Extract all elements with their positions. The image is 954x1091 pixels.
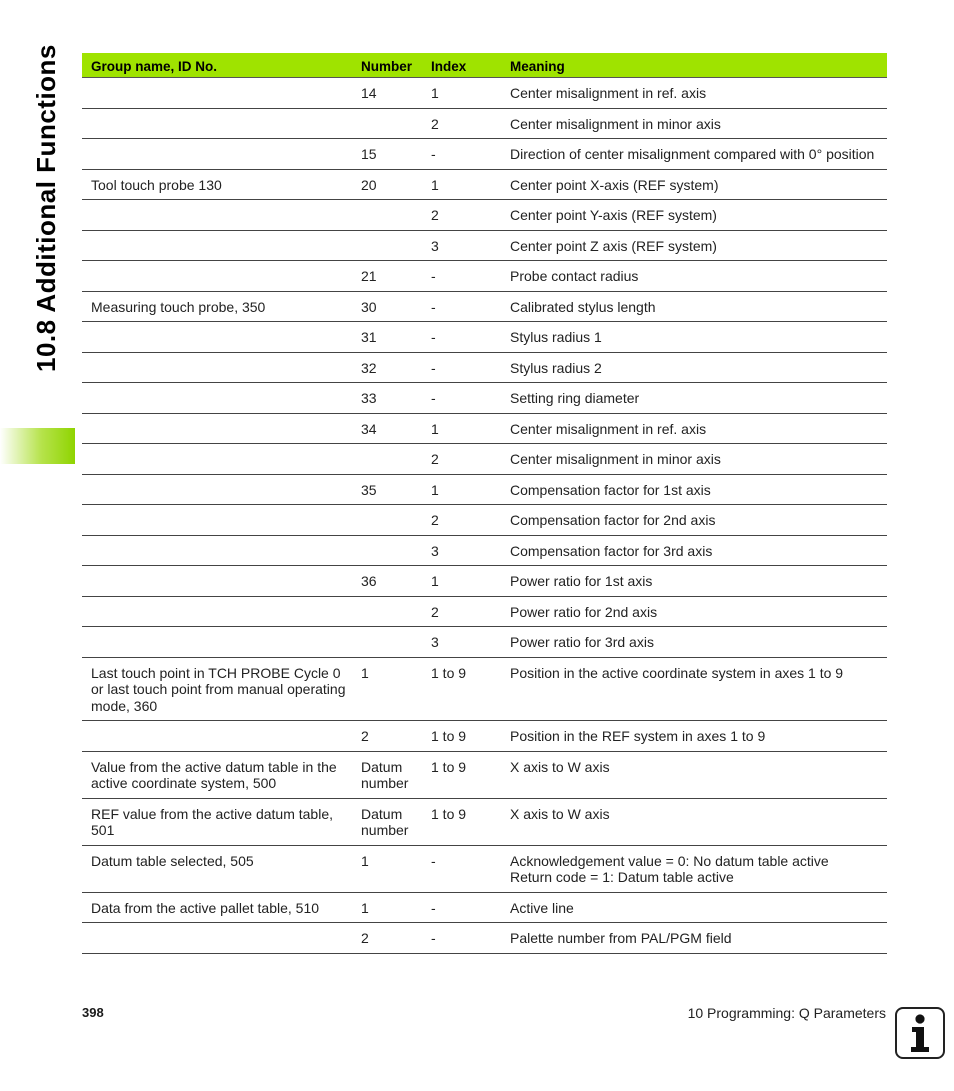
cell-index: 2 <box>422 108 496 139</box>
table-row <box>82 322 887 353</box>
table-row <box>82 291 887 322</box>
cell-index: 1 <box>422 413 496 444</box>
info-glyph-icon <box>905 1013 935 1053</box>
cell-group-name: Tool touch probe 130 <box>82 169 352 200</box>
cell-index: - <box>422 352 496 383</box>
table-row <box>82 596 887 627</box>
cell-meaning: Compensation factor for 1st axis <box>496 474 887 505</box>
cell-index: 1 to 9 <box>422 657 496 721</box>
cell-index: 1 to 9 <box>422 721 496 752</box>
chapter-tab-marker <box>0 428 75 464</box>
cell-meaning: Power ratio for 2nd axis <box>496 596 887 627</box>
cell-index: 3 <box>422 535 496 566</box>
cell-number: Datum number <box>352 751 422 798</box>
cell-number <box>352 230 422 261</box>
cell-meaning: Stylus radius 1 <box>496 322 887 353</box>
cell-index: 2 <box>422 505 496 536</box>
cell-number <box>352 505 422 536</box>
cell-meaning: Center misalignment in minor axis <box>496 444 887 475</box>
cell-number <box>352 200 422 231</box>
cell-group-name <box>82 721 352 752</box>
cell-group-name <box>82 535 352 566</box>
cell-group-name <box>82 108 352 139</box>
cell-group-name: Last touch point in TCH PROBE Cycle 0 or last touch point from manual operating mode, 360 <box>82 657 352 721</box>
cell-meaning: X axis to W axis <box>496 798 887 845</box>
table-row <box>82 535 887 566</box>
cell-group-name <box>82 200 352 231</box>
cell-group-name <box>82 352 352 383</box>
cell-number: 15 <box>352 139 422 170</box>
cell-index: 1 <box>422 474 496 505</box>
cell-meaning: Power ratio for 3rd axis <box>496 627 887 658</box>
header-meaning: Meaning <box>496 53 887 78</box>
cell-number: 1 <box>352 657 422 721</box>
cell-group-name <box>82 78 352 109</box>
info-icon <box>895 1007 945 1059</box>
table-row <box>82 261 887 292</box>
cell-meaning: Center point X-axis (REF system) <box>496 169 887 200</box>
cell-group-name: Data from the active pallet table, 510 <box>82 892 352 923</box>
cell-number: 1 <box>352 892 422 923</box>
table-row <box>82 892 887 923</box>
cell-group-name <box>82 444 352 475</box>
cell-meaning: Position in the active coordinate system in axes 1 to 9 <box>496 657 887 721</box>
cell-index: 3 <box>422 627 496 658</box>
cell-meaning: Center misalignment in ref. axis <box>496 413 887 444</box>
table-row <box>82 139 887 170</box>
cell-number: Datum number <box>352 798 422 845</box>
table-row <box>82 444 887 475</box>
cell-number <box>352 535 422 566</box>
cell-group-name <box>82 383 352 414</box>
cell-number: 33 <box>352 383 422 414</box>
cell-index: - <box>422 845 496 892</box>
cell-meaning: Direction of center misalignment compared with 0° position <box>496 139 887 170</box>
header-index: Index <box>422 53 496 78</box>
cell-index: - <box>422 383 496 414</box>
table-row <box>82 798 887 845</box>
cell-meaning: Setting ring diameter <box>496 383 887 414</box>
cell-group-name <box>82 261 352 292</box>
table-row <box>82 721 887 752</box>
table-row <box>82 413 887 444</box>
table-row <box>82 108 887 139</box>
table-row <box>82 627 887 658</box>
cell-index: 1 <box>422 169 496 200</box>
cell-index: 1 to 9 <box>422 798 496 845</box>
cell-meaning: Center point Z axis (REF system) <box>496 230 887 261</box>
cell-number <box>352 627 422 658</box>
cell-group-name <box>82 923 352 954</box>
cell-number: 20 <box>352 169 422 200</box>
cell-meaning: Center misalignment in minor axis <box>496 108 887 139</box>
cell-meaning: Compensation factor for 2nd axis <box>496 505 887 536</box>
cell-group-name <box>82 596 352 627</box>
cell-index: - <box>422 261 496 292</box>
cell-number: 36 <box>352 566 422 597</box>
table-row <box>82 78 887 109</box>
cell-index: - <box>422 923 496 954</box>
cell-number: 35 <box>352 474 422 505</box>
cell-meaning: Compensation factor for 3rd axis <box>496 535 887 566</box>
cell-meaning: Active line <box>496 892 887 923</box>
cell-meaning: Position in the REF system in axes 1 to 9 <box>496 721 887 752</box>
cell-group-name <box>82 413 352 444</box>
table-row <box>82 383 887 414</box>
cell-number: 2 <box>352 923 422 954</box>
cell-group-name <box>82 230 352 261</box>
cell-number: 2 <box>352 721 422 752</box>
cell-meaning: Palette number from PAL/PGM field <box>496 923 887 954</box>
cell-group-name: REF value from the active datum table, 501 <box>82 798 352 845</box>
table-row <box>82 352 887 383</box>
cell-meaning: X axis to W axis <box>496 751 887 798</box>
cell-index: 1 to 9 <box>422 751 496 798</box>
cell-number: 21 <box>352 261 422 292</box>
table-row <box>82 845 887 892</box>
cell-number: 30 <box>352 291 422 322</box>
cell-number: 34 <box>352 413 422 444</box>
cell-meaning: Probe contact radius <box>496 261 887 292</box>
table-row <box>82 566 887 597</box>
cell-group-name: Value from the active datum table in the active coordinate system, 500 <box>82 751 352 798</box>
table-header-row <box>82 53 887 78</box>
cell-number: 32 <box>352 352 422 383</box>
cell-number <box>352 596 422 627</box>
table-row <box>82 505 887 536</box>
cell-index: 2 <box>422 200 496 231</box>
cell-number: 14 <box>352 78 422 109</box>
q-parameter-table <box>82 53 887 954</box>
cell-index: 2 <box>422 444 496 475</box>
cell-group-name <box>82 474 352 505</box>
cell-meaning: Acknowledgement value = 0: No datum table active Return code = 1: Datum table active <box>496 845 887 892</box>
cell-group-name <box>82 566 352 597</box>
cell-number <box>352 108 422 139</box>
cell-group-name <box>82 627 352 658</box>
page-number: 398 <box>82 1005 104 1020</box>
table-row <box>82 474 887 505</box>
table-row <box>82 200 887 231</box>
cell-index: 2 <box>422 596 496 627</box>
chapter-title: 10 Programming: Q Parameters <box>687 1005 886 1021</box>
cell-index: - <box>422 892 496 923</box>
table-row <box>82 169 887 200</box>
table-row <box>82 751 887 798</box>
cell-group-name: Datum table selected, 505 <box>82 845 352 892</box>
header-group-name: Group name, ID No. <box>82 53 352 78</box>
cell-group-name <box>82 322 352 353</box>
table-row <box>82 657 887 721</box>
header-number: Number <box>352 53 422 78</box>
cell-group-name: Measuring touch probe, 350 <box>82 291 352 322</box>
cell-number <box>352 444 422 475</box>
cell-number: 31 <box>352 322 422 353</box>
cell-meaning: Center misalignment in ref. axis <box>496 78 887 109</box>
cell-index: 1 <box>422 566 496 597</box>
table-row <box>82 923 887 954</box>
cell-meaning: Calibrated stylus length <box>496 291 887 322</box>
cell-index: - <box>422 291 496 322</box>
cell-group-name <box>82 505 352 536</box>
section-title-text: 10.8 Additional Functions <box>31 44 61 372</box>
cell-index: - <box>422 322 496 353</box>
cell-index: - <box>422 139 496 170</box>
cell-index: 1 <box>422 78 496 109</box>
cell-group-name <box>82 139 352 170</box>
cell-meaning: Center point Y-axis (REF system) <box>496 200 887 231</box>
table-row <box>82 230 887 261</box>
cell-meaning: Stylus radius 2 <box>496 352 887 383</box>
section-title <box>28 44 64 372</box>
cell-index: 3 <box>422 230 496 261</box>
cell-meaning: Power ratio for 1st axis <box>496 566 887 597</box>
cell-number: 1 <box>352 845 422 892</box>
